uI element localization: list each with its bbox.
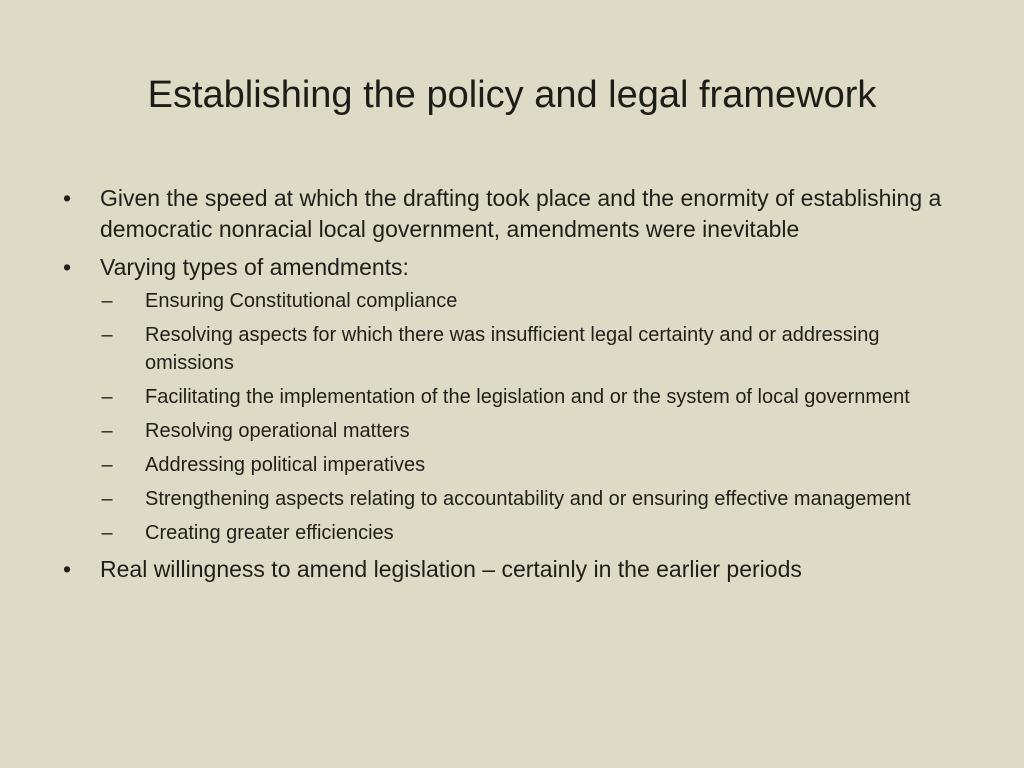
sub-bullet-item [100, 451, 960, 479]
dash-icon: – [101, 420, 113, 442]
sub-bullet-text: Strengthening aspects relating to accountability and or ensuring effective management [145, 488, 911, 510]
slide-title: Establishing the policy and legal framework [147, 74, 877, 116]
sub-bullet-text: Facilitating the implementation of the legislation and or the system of local government [145, 386, 910, 408]
sub-bullet-text: Resolving aspects for which there was insufficient legal certainty and or addressing omissions [145, 324, 880, 374]
bullet-icon: • [62, 185, 72, 211]
bullet-list [60, 183, 960, 585]
bullet-item [60, 252, 960, 547]
dash-icon: – [101, 488, 113, 510]
dash-icon: – [101, 522, 113, 544]
dash-icon: – [101, 290, 113, 312]
dash-icon: – [101, 386, 113, 408]
sub-bullet-text: Ensuring Constitutional compliance [145, 290, 458, 312]
sub-bullet-item [100, 485, 960, 513]
bullet-text: Real willingness to amend legislation – certainly in the earlier periods [100, 556, 802, 582]
sub-bullet-item [100, 519, 960, 547]
sub-bullet-text: Resolving operational matters [145, 420, 410, 442]
sub-bullet-list [100, 287, 960, 547]
sub-bullet-text: Addressing political imperatives [145, 454, 426, 476]
dash-icon: – [101, 454, 113, 476]
sub-bullet-text: Creating greater efficiencies [145, 522, 394, 544]
sub-bullet-item [100, 321, 960, 377]
slide-content [60, 183, 960, 592]
bullet-text: Given the speed at which the drafting took place and the enormity of establishing a democratic nonracial local government, amendments were inevitable [100, 185, 942, 242]
bullet-text: Varying types of amendments: [100, 254, 409, 280]
bullet-icon: • [62, 254, 72, 280]
sub-bullet-item [100, 417, 960, 445]
bullet-icon: • [62, 556, 72, 582]
dash-icon: – [101, 324, 113, 346]
sub-bullet-item [100, 383, 960, 411]
sub-bullet-item [100, 287, 960, 315]
bullet-item [60, 183, 960, 245]
bullet-item [60, 554, 960, 585]
